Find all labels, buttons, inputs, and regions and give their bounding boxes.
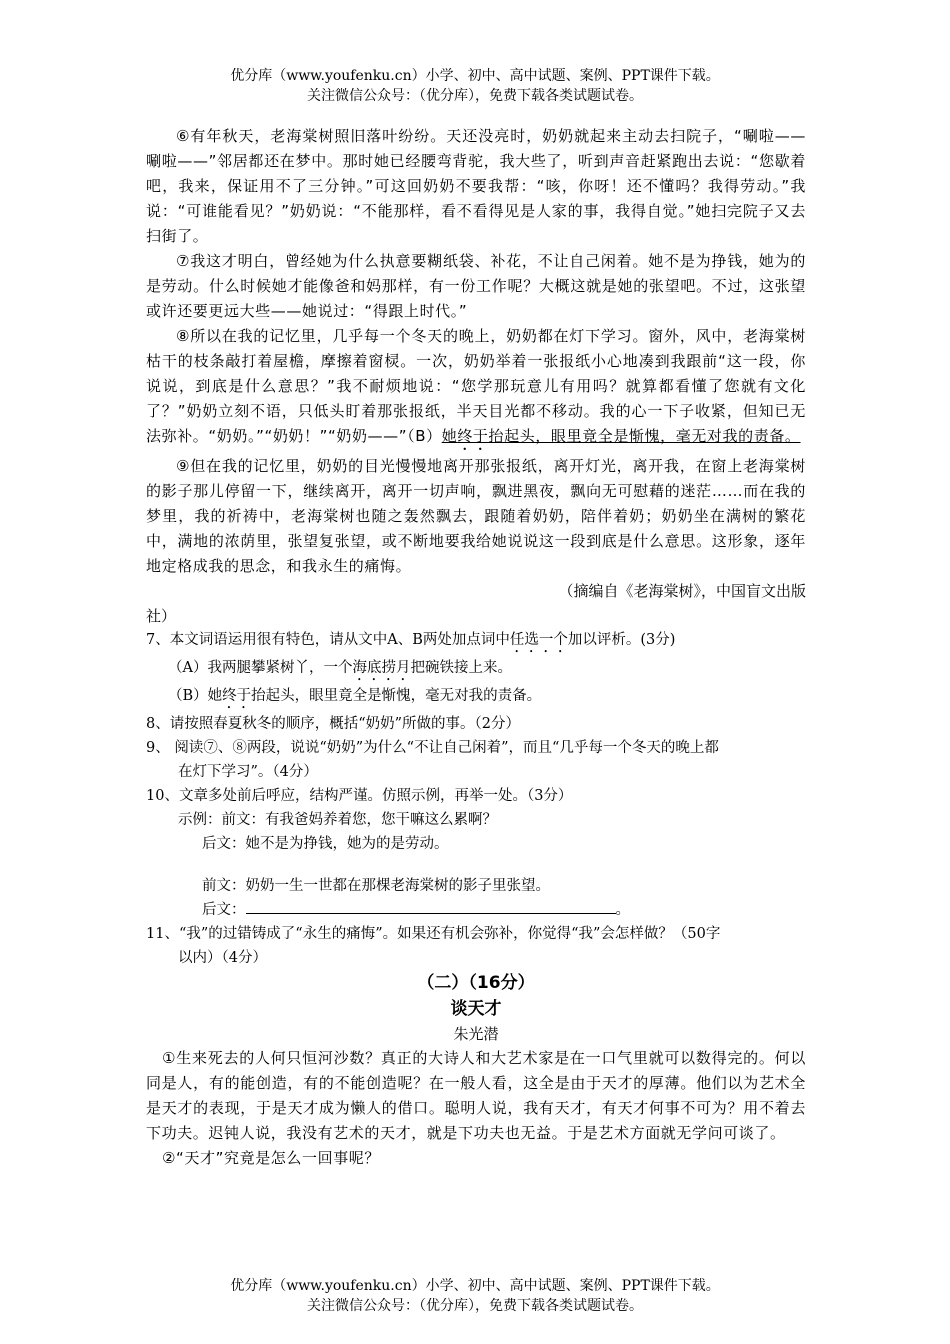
question-7b (146, 684, 806, 712)
paragraph-8-underlined (442, 427, 801, 445)
paragraph-8-text: ⑧所以在我的记忆里，几乎每一个冬天的晚上，奶奶都在灯下学习。窗外，风中，老海棠树枯干的枝条敲打着屋檐，摩擦着窗棂。一次，奶奶举着一张报纸小心地凑到我跟前“这一段，你说说，到底是什么意思？”我不耐烦地说：“您学那玩意儿有用吗？就算都看懂了您就有文化了？”奶奶立刻不语，只低头盯着那张报纸，半天目光都不移动。我的心一下子收紧，但知已无法弥补。“奶奶。”“奶奶！”“奶奶——”（B） (146, 327, 806, 445)
footer-line-1: 优分库（www.youfenku.cn）小学、初中、高中试题、案例、PPT课件下载。 (230, 1278, 720, 1294)
q7a-dotted: 海底捞月 (352, 660, 411, 676)
question-10-front: 前文：奶奶一生一世都在那棵老海棠树的影子里张望。 (202, 878, 550, 894)
question-10-example-back: 后文：她不是为挣钱，她为的是劳动。 (202, 836, 449, 852)
q7-text: 7、本文词语运用很有特色，请从文中A、B两处加点词中 (146, 632, 510, 648)
footer-line-2: 关注微信公众号：（优分库），免费下载各类试题试卷。 (307, 1298, 643, 1314)
question-7a (146, 656, 806, 684)
section-2-heading: （二）（16分） (417, 973, 535, 993)
q10-back-end: 。 (615, 902, 630, 918)
question-10: 10、文章多处前后呼应，结构严谨。仿照示例，再举一处。（3分） (146, 788, 573, 804)
source-citation-tail: 社） (146, 607, 177, 625)
question-9-line-1: 9、 阅读⑦、⑧两段，说说“奶奶”为什么“不让自己闲着”，而且“几乎每一个冬天的晚上都 (146, 740, 719, 756)
spacer (146, 856, 806, 874)
q7b-dotted: 终于 (222, 688, 252, 704)
page-content (146, 124, 806, 1171)
header-line-2: 关注微信公众号：（优分库），免费下载各类试题试卷。 (307, 88, 643, 104)
source-citation: （摘编自《老海棠树》，中国盲文出版 (558, 582, 806, 600)
paragraph-6: ⑥有年秋天，老海棠树照旧落叶纷纷。天还没亮时，奶奶就起来主动去扫院子，“唰啦——唰啦——”邻居都还在梦中。那时她已经腰弯背驼，我大些了，听到声音赶紧跑出去说：“您歇着吧，我来，保证用不了三分钟。”可这回奶奶不要我帮：“咳，你呀！还不懂吗？我得劳动。”我说：“可谁能看见？”奶奶说：“不能那样，看不看得见是人家的事，我得自觉。”她扫完院子又去扫街了。 (146, 127, 806, 245)
paragraph-8 (146, 324, 806, 454)
question-10-example-front: 示例：前文：有我爸妈养着您，您干嘛这么累啊？ (178, 812, 497, 828)
q7b-tail: 抬起头，眼里竟全是惭愧，毫无对我的责备。 (251, 688, 542, 704)
article-paragraph-2: ②“天才”究竟是怎么一回事呢？ (162, 1149, 380, 1167)
question-7 (146, 628, 806, 656)
page-header (0, 66, 950, 106)
q10-back-label: 后文： (202, 902, 246, 918)
q7a-tail: 把碗铁接上来。 (410, 660, 512, 676)
article-paragraph-1: ①生来死去的人何只恒河沙数？真正的大诗人和大艺术家是在一口气里就可以数得完的。何以同是人，有的能创造，有的不能创造呢？在一般人看，这全是由于天才的厚薄。他们以为艺术全是天才的表现，于是天才成为懒人的借口。聪明人说，我有天才，有天才何事不可为？用不着去下功夫。迟钝人说，我没有艺术的天才，就是下功夫也无益。于是艺术方面就无学问可谈了。 (146, 1049, 806, 1142)
question-8: 8、请按照春夏秋冬的顺序，概括“奶奶”所做的事。（2分） (146, 716, 521, 732)
header-line-1: 优分库（www.youfenku.cn）小学、初中、高中试题、案例、PPT课件下载。 (230, 68, 720, 84)
question-9-line-2: 在灯下学习”。（4分） (178, 764, 318, 780)
dotted-word-b: 终于 (457, 427, 489, 445)
paragraph-7: ⑦我这才明白，曾经她为什么执意要糊纸袋、补花，不让自己闲着。她不是为挣钱，她为的是劳动。什么时候她才能像爸和妈那样，有一份工作呢？大概这就是她的张望吧。不过，这张望或许还要更远大些——她说过：“得跟上时代。” (146, 252, 806, 320)
q7-points: 加以评析。(3分) (567, 632, 676, 648)
article-title: 谈天才 (450, 999, 502, 1019)
page-footer (0, 1276, 950, 1316)
q7a-text: （A）我两腿攀紧树丫，一个 (168, 660, 353, 676)
ul-part-b: 抬起头，眼里竟全是惭愧，毫无对我的责备。 (488, 427, 801, 445)
question-11-line-1: 11、“我”的过错铸成了“永生的痛悔”。如果还有机会弥补，你觉得“我”会怎样做？（50字 (146, 926, 721, 942)
answer-blank[interactable] (246, 899, 616, 914)
paragraph-9: ⑨但在我的记忆里，奶奶的目光慢慢地离开那张报纸，离开灯光，离开我，在窗上老海棠树的影子那儿停留一下，继续离开，离开一切声响，飘进黑夜，飘向无可慰藉的迷茫……而在我的梦里，我的祈祷中，老海棠树也随之轰然飘去，跟随着奶奶，陪伴着奶；奶奶坐在满树的繁花中，满地的浓荫里，张望复张望，或不断地要我给她说说这一段到底是什么意思。这形象，逐年地定格成我的思念，和我永生的痛悔。 (146, 457, 806, 575)
question-10-back (146, 898, 806, 922)
article-author: 朱光潜 (453, 1025, 499, 1043)
q7-dotted: 任选一个 (509, 632, 568, 648)
ul-part-a: 她 (441, 427, 458, 445)
question-11-line-2: 以内）（4分） (178, 950, 267, 966)
q7b-text: （B）她 (168, 688, 223, 704)
